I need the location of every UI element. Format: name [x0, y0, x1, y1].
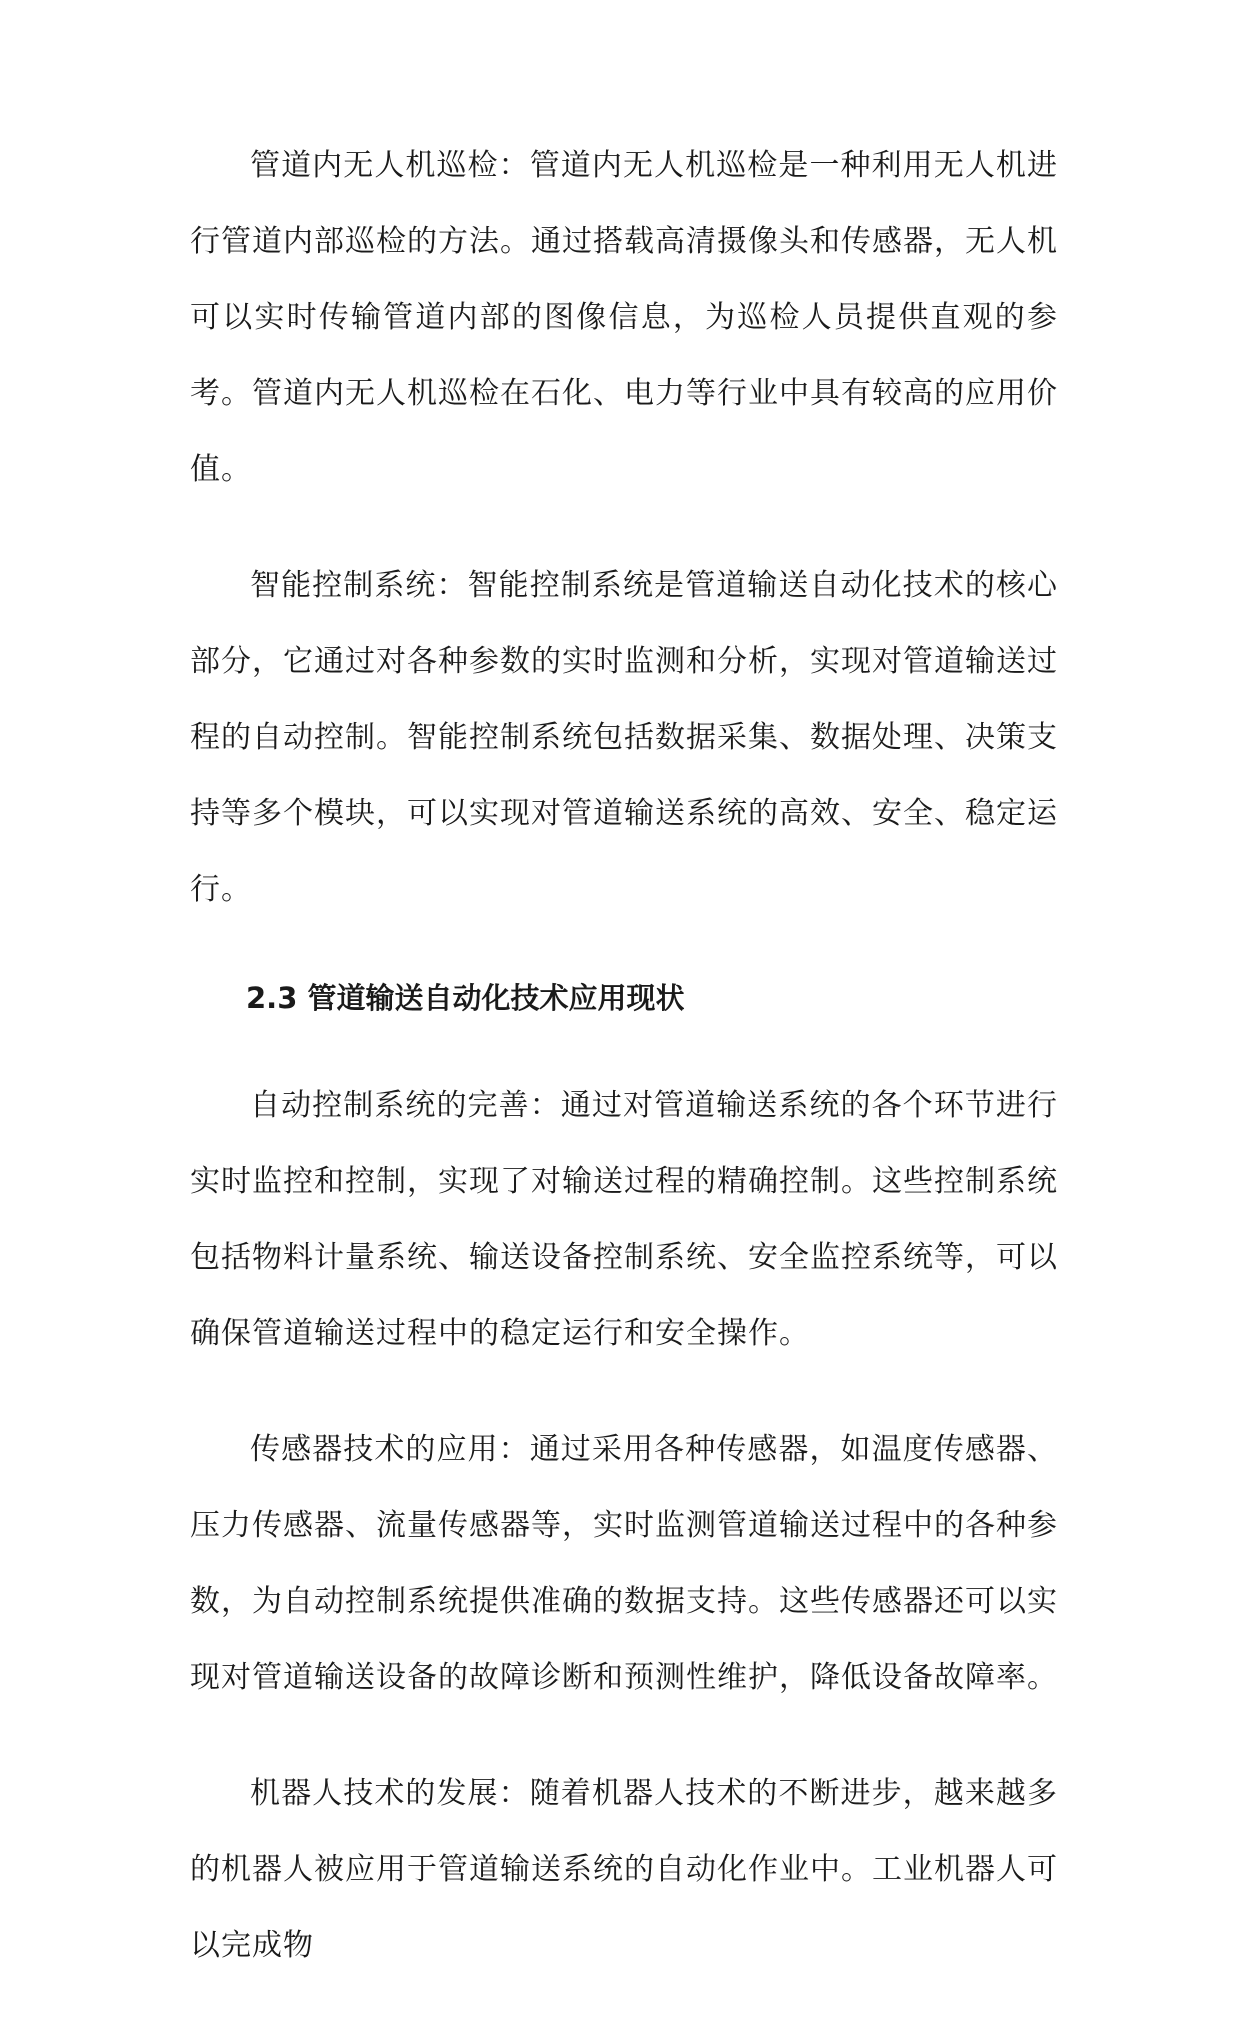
paragraph-robot-technology: 机器人技术的发展：随着机器人技术的不断进步，越来越多的机器人被应用于管道输送系统的自动化作业中。工业机器人可以完成物 [190, 1776, 1058, 1963]
paragraph-automatic-control-improvement: 自动控制系统的完善：通过对管道输送系统的各个环节进行实时监控和控制，实现了对输送过程的精确控制。这些控制系统包括物料计量系统、输送设备控制系统、安全监控系统等，可以确保管道输送过程中的稳定运行和安全操作。 [190, 1088, 1058, 1351]
paragraph-sensor-technology: 传感器技术的应用：通过采用各种传感器，如温度传感器、压力传感器、流量传感器等，实时监测管道输送过程中的各种参数，为自动控制系统提供准确的数据支持。这些传感器还可以实现对管道输送设备的故障诊断和预测性维护，降低设备故障率。 [190, 1432, 1058, 1695]
paragraph-intelligent-control-system: 智能控制系统：智能控制系统是管道输送自动化技术的核心部分，它通过对各种参数的实时监测和分析，实现对管道输送过程的自动控制。智能控制系统包括数据采集、数据处理、决策支持等多个模块，可以实现对管道输送系统的高效、安全、稳定运行。 [190, 568, 1058, 907]
paragraph-pipeline-drone-inspection: 管道内无人机巡检：管道内无人机巡检是一种利用无人机进行管道内部巡检的方法。通过搭载高清摄像头和传感器，无人机可以实时传输管道内部的图像信息，为巡检人员提供直观的参考。管道内无人机巡检在石化、电力等行业中具有较高的应用价值。 [190, 148, 1058, 487]
section-heading: 2.3 管道输送自动化技术应用现状 [246, 981, 685, 1015]
document-body [190, 128, 1058, 2024]
